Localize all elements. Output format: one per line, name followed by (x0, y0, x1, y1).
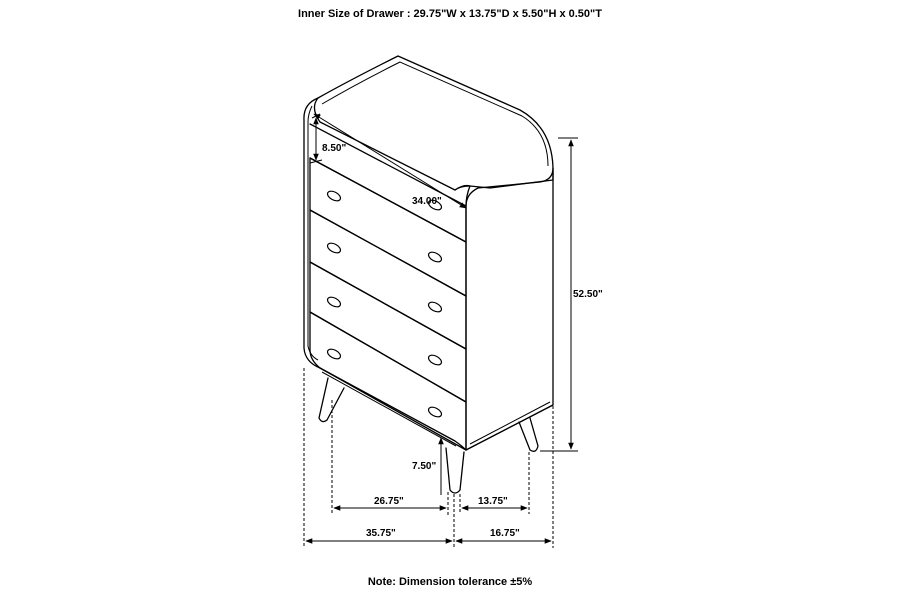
handle-icon (326, 347, 342, 361)
dim-inner-depth-label: 13.75" (478, 496, 508, 507)
handle-icon (326, 241, 342, 255)
cabinet-top-face (314, 56, 553, 190)
dim-inner-depth (462, 496, 527, 508)
legs (319, 378, 538, 493)
dim-top-height (310, 114, 346, 163)
handle-icon (427, 250, 443, 264)
dim-height (540, 138, 603, 451)
cabinet-body (304, 56, 553, 450)
dim-overall-depth (456, 528, 551, 541)
handle-icon (326, 295, 342, 309)
drawer-3 (310, 210, 466, 349)
handle-icon (427, 353, 443, 367)
dim-width-label: 34.00" (412, 196, 442, 207)
dim-overall-depth-label: 16.75" (490, 528, 520, 539)
dim-leg-height (412, 438, 441, 495)
front-left-edge (304, 98, 320, 368)
dim-leg-height-label: 7.50" (412, 461, 437, 472)
drawer-1 (310, 124, 466, 242)
drawer-stack (310, 124, 466, 450)
dim-overall-width (306, 528, 452, 541)
tolerance-note: Note: Dimension tolerance ±5% (367, 576, 533, 588)
handle-icon (427, 405, 443, 419)
dim-overall-width-label: 35.75" (366, 528, 396, 539)
header-caption: Inner Size of Drawer : 29.75"W x 13.75"D x 5.50"H x 0.50"T (298, 8, 602, 20)
handle-icon (326, 189, 342, 203)
dim-height-label: 52.50" (573, 289, 603, 300)
handle-icon (427, 300, 443, 314)
leg-back-right (519, 418, 538, 451)
drawer-5 (310, 312, 466, 450)
leg-front-center (446, 448, 464, 493)
dim-inner-width-label: 26.75" (374, 496, 404, 507)
dim-inner-width (334, 496, 446, 508)
dim-top-height-label: 8.50" (322, 143, 347, 154)
extension-lines (304, 368, 553, 548)
